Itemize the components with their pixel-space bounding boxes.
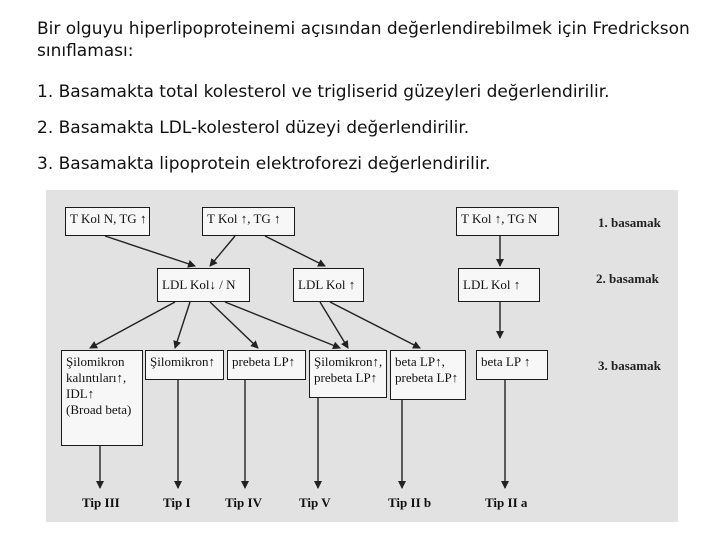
arrow-l1b-to-l2a: [210, 236, 235, 266]
l3-box-silomikron-kalintilari: Şilomikron kalıntıları↑, IDL↑ (Broad beta): [61, 350, 143, 446]
l3-box-beta: beta LP ↑: [476, 350, 548, 380]
tip-iia-label: Tip II a: [485, 495, 528, 510]
tip-i-label: Tip I: [163, 495, 191, 510]
arrow-l1a-to-l2a: [105, 236, 195, 266]
l2-box-ldl-up: LDL Kol ↑: [293, 268, 364, 302]
arrow-l2a-to-l3d: [225, 302, 340, 348]
level-label-2: 2. basamak: [596, 271, 659, 286]
l2-box-ldl-down-n: LDL Kol↓ / N: [157, 268, 250, 302]
l3-box-silomikron: Şilomikron↑: [145, 350, 224, 380]
arrow-l1b-to-l2b: [265, 236, 325, 266]
tip-iib-label: Tip II b: [388, 495, 432, 510]
l3-box-prebeta: prebeta LP↑: [227, 350, 306, 380]
arrow-l2a-to-l3a: [90, 302, 175, 348]
level-label-3: 3. basamak: [598, 358, 661, 373]
tip-v-label: Tip V: [299, 495, 331, 510]
l1-box-tkol-up-tg-n: T Kol ↑, TG N: [456, 207, 559, 236]
tip-iii-label: Tip III: [82, 495, 120, 510]
l2-box-ldl-up-2: LDL Kol ↑: [458, 268, 540, 302]
tip-iv-label: Tip IV: [225, 495, 262, 510]
step-1-text: 1. Basamakta total kolesterol ve trigliserid güzeyleri değerlendirilir.: [37, 82, 610, 102]
step-3-text: 3. Basamakta lipoprotein elektroforezi değerlendirilir.: [37, 154, 491, 174]
level-label-1: 1. basamak: [598, 215, 661, 230]
l3-box-silomikron-prebeta: Şilomikron↑, prebeta LP↑: [309, 350, 387, 398]
intro-text: Bir olguyu hiperlipoproteinemi açısından değerlendirebilmek için Fredrickson sınıflaması:: [37, 19, 690, 61]
l3-box-beta-prebeta: beta LP↑, prebeta LP↑: [390, 350, 466, 400]
arrow-l2a-to-l3b: [175, 302, 190, 348]
l1-box-tkol-up-tg-up: T Kol ↑, TG ↑: [202, 207, 295, 236]
arrow-l2a-to-l3c: [210, 302, 258, 348]
l1-box-tkol-n-tg-up: T Kol N, TG ↑: [65, 207, 150, 236]
step-2-text: 2. Basamakta LDL-kolesterol düzeyi değerlendirilir.: [37, 118, 470, 138]
